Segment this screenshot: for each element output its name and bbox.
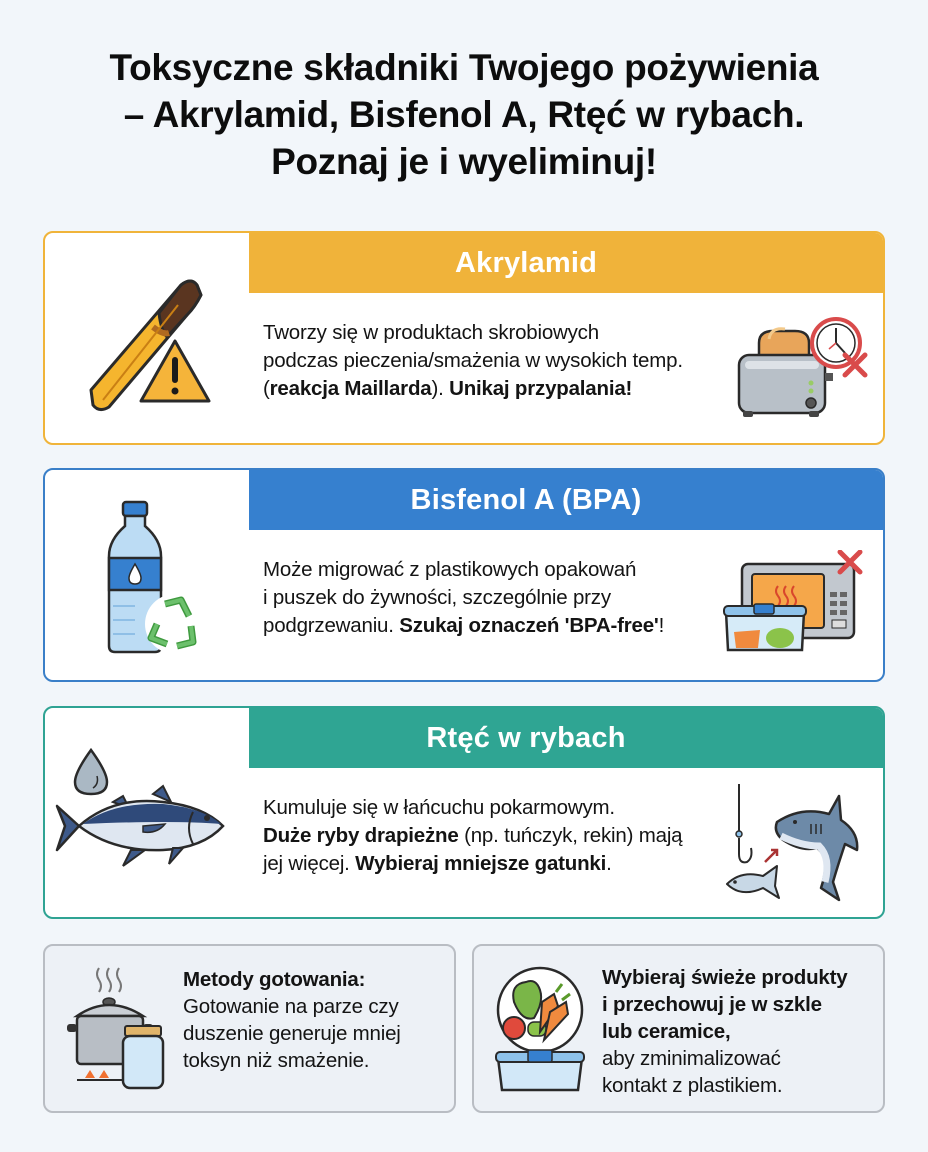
desc-line: podczas pieczenia/smażenia w wysokich temp.	[263, 349, 683, 372]
tip-text	[183, 966, 453, 1074]
toaster-timer-cross-icon	[733, 317, 868, 422]
tip-line: aby zminimalizować	[602, 1047, 781, 1070]
tip-text	[602, 964, 882, 1099]
text: ).	[431, 377, 450, 400]
desc-line: Kumuluje się w łańcuchu pokarmowym.	[263, 796, 615, 819]
shark-hook-small-fish-icon	[721, 778, 871, 903]
text: !	[658, 614, 665, 637]
tip-heading: Metody gotowania:	[183, 968, 366, 991]
vegetables-glass-container-icon	[492, 966, 588, 1094]
title-line-1: Toksyczne składniki Twojego pożywienia	[109, 47, 819, 88]
tuna-mercury-drop-icon	[53, 746, 238, 871]
card-akrylamid	[43, 231, 885, 445]
desc-line: i puszek do żywności, szczególnie przy	[263, 586, 611, 609]
steaming-pot-jar-icon	[63, 964, 171, 1092]
tip-fresh-storage	[472, 944, 885, 1113]
card-description	[263, 319, 733, 403]
card-description	[263, 794, 733, 878]
card-description	[263, 556, 733, 640]
text: .	[606, 852, 612, 875]
card-bisfenol-a	[43, 468, 885, 682]
card-rtec-w-rybach	[43, 706, 885, 919]
emphasis: reakcja Maillarda	[269, 377, 432, 400]
card-header	[249, 470, 883, 530]
text: (	[263, 377, 270, 400]
tip-line: duszenie generuje mniej	[183, 1022, 401, 1045]
page-title	[0, 44, 928, 185]
desc-line	[263, 375, 733, 403]
text: podgrzewaniu.	[263, 614, 400, 637]
tip-heading: Wybieraj świeże produkty	[602, 966, 848, 989]
tip-line: kontakt z plastikiem.	[602, 1074, 783, 1097]
burnt-fry-warning-icon	[63, 265, 223, 415]
desc-line	[263, 850, 733, 878]
card-header	[249, 233, 883, 293]
plastic-bottle-recycle-icon	[95, 496, 215, 656]
microwave-container-cross-icon	[720, 550, 865, 655]
desc-line	[263, 822, 733, 850]
desc-line: Może migrować z plastikowych opakowań	[263, 558, 637, 581]
title-line-3: Poznaj je i wyeliminuj!	[271, 141, 657, 182]
tip-cooking-methods	[43, 944, 456, 1113]
card-heading: Rtęć w rybach	[426, 721, 626, 754]
emphasis: Szukaj oznaczeń 'BPA-free'	[399, 614, 659, 637]
tip-heading: i przechowuj je w szkle	[602, 993, 822, 1016]
emphasis: Unikaj przypalania!	[449, 377, 633, 400]
card-header	[249, 708, 883, 768]
card-heading: Bisfenol A (BPA)	[410, 483, 642, 516]
text: jej więcej.	[263, 852, 356, 875]
card-heading: Akrylamid	[454, 246, 598, 279]
desc-line	[263, 612, 733, 640]
emphasis: Wybieraj mniejsze gatunki	[355, 852, 607, 875]
desc-line: Tworzy się w produktach skrobiowych	[263, 321, 599, 344]
title-line-2: – Akrylamid, Bisfenol A, Rtęć w rybach.	[123, 94, 805, 135]
emphasis: Duże ryby drapieżne	[263, 824, 459, 847]
text: (np. tuńczyk, rekin) mają	[458, 824, 683, 847]
tip-heading: lub ceramice,	[602, 1020, 731, 1043]
tip-line: toksyn niż smażenie.	[183, 1049, 370, 1072]
tip-line: Gotowanie na parze czy	[183, 995, 399, 1018]
